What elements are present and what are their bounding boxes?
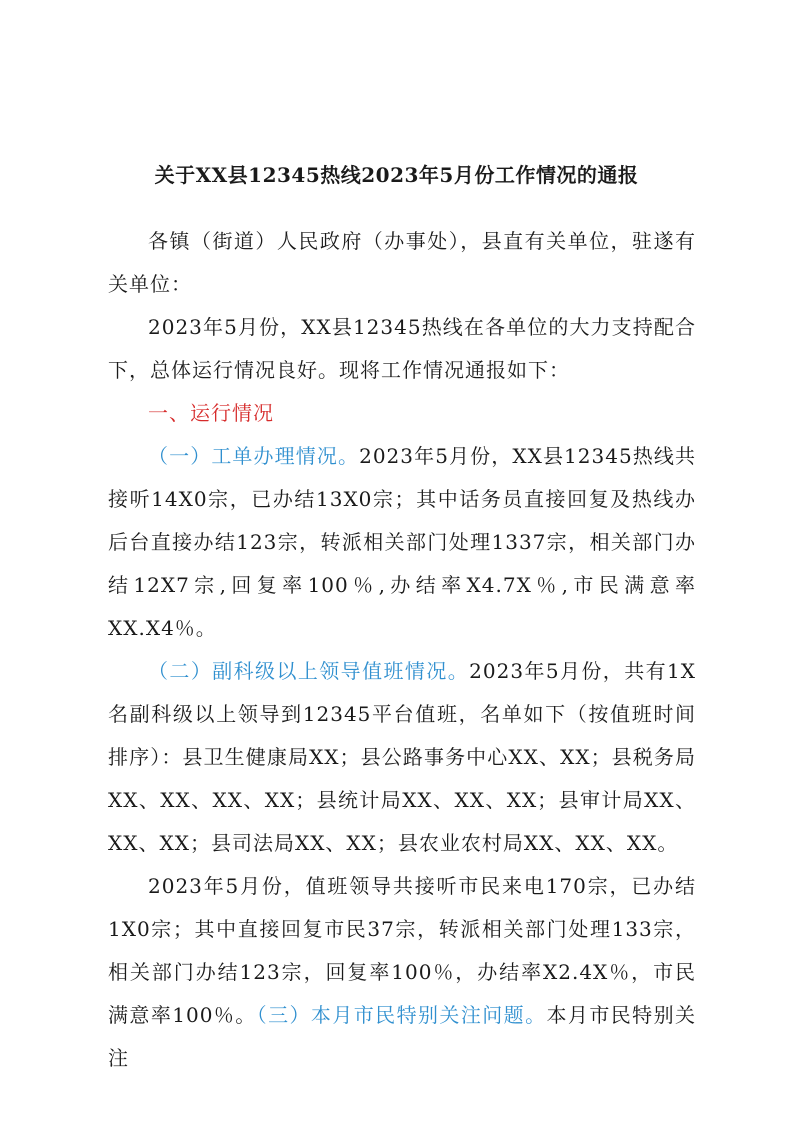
work-order-text: 2023年5月份，XX县12345热线共接听14X0宗，已办结13X0宗；其中话务员直接回复及热线办后台直接办结123宗，转派相关部门处理1337宗，相关部门办结12X7宗,回复率100％,办结率X4.7X％,市民满意率XX.X4％。 — [108, 444, 697, 640]
document-body — [108, 220, 696, 1080]
subheading-citizen-concerns: （三）本月市民特别关注问题。 — [256, 1003, 547, 1027]
duty-stats-paragraph — [108, 865, 696, 1080]
salutation-paragraph: 各镇（街道）人民政府（办事处），县直有关单位，驻遂有关单位： — [108, 229, 696, 296]
duty-stats-text: 2023年5月份，值班领导共接听市民来电170宗，已办结1X0宗；其中直接回复市民37宗，转派相关部门处理133宗，相关部门办结123宗，回复率100％，办结率X2.4X％，市民满意率100％。 — [108, 874, 696, 1027]
section-heading-operation: 一、运行情况 — [148, 401, 274, 425]
document-title: 关于XX县12345热线2023年5月份工作情况的通报 — [154, 163, 639, 187]
subheading-leader-duty: （二）副科级以上领导值班情况。 — [148, 659, 470, 683]
work-order-paragraph — [108, 435, 696, 650]
subheading-work-order: （一）工单办理情况。 — [148, 444, 360, 468]
citizen-concerns-text: 本月市民特别关注 — [108, 1003, 696, 1070]
intro-paragraph: 2023年5月份，XX县12345热线在各单位的大力支持配合下，总体运行情况良好。现将工作情况通报如下： — [108, 315, 696, 382]
leader-duty-paragraph — [108, 650, 696, 865]
leader-duty-text: 2023年5月份，共有1X名副科级以上领导到12345平台值班，名单如下（按值班时间排序）：县卫生健康局XX；县公路事务中心XX、XX；县税务局XX、XX、XX、XX；县统计局XX、XX、XX；县审计局XX、XX、XX；县司法局XX、XX；县农业农村局XX、XX、XX。 — [108, 659, 696, 855]
